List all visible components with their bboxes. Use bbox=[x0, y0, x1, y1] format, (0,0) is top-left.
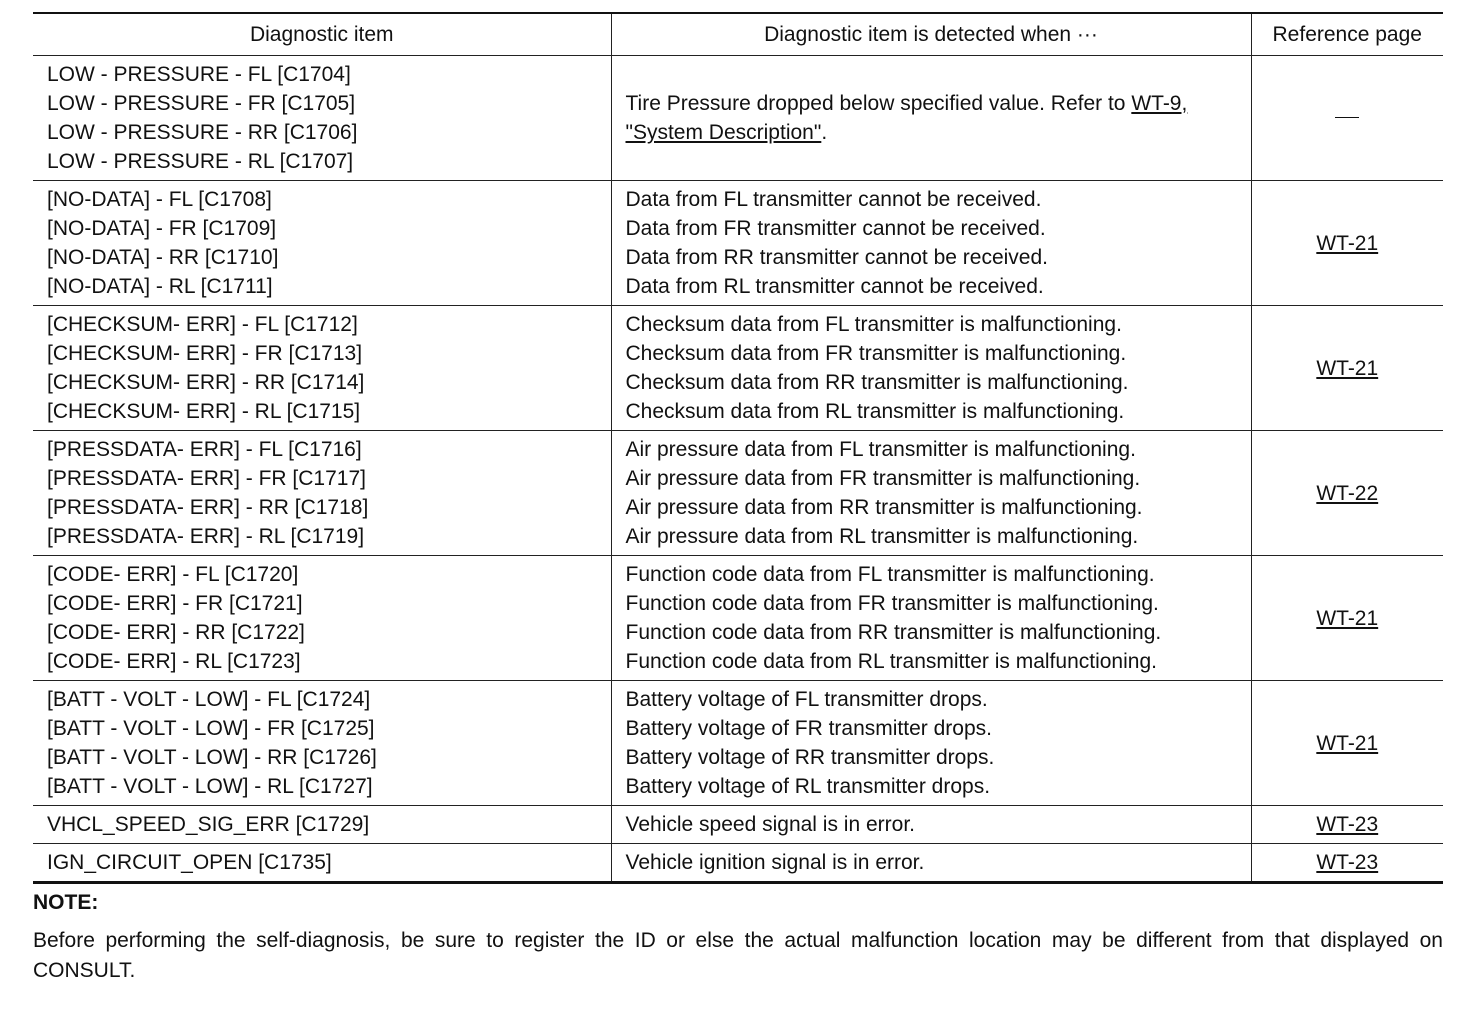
diagnostic-item-cell bbox=[33, 431, 611, 556]
diagnostic-item: [CODE- ERR] - FR [C1721] bbox=[47, 592, 303, 615]
detection-cell bbox=[611, 556, 1251, 681]
diagnostic-table bbox=[33, 12, 1443, 884]
note-label: NOTE: bbox=[33, 891, 99, 914]
detection-line: Checksum data from FR transmitter is malfunctioning. bbox=[625, 342, 1127, 365]
note-text: Before performing the self-diagnosis, be sure to register the ID or else the actual malfunction location may be different from that displayed on CONSULT. bbox=[33, 929, 1443, 982]
reference-cell bbox=[1251, 806, 1443, 844]
table-row bbox=[33, 556, 1443, 681]
reference-cell bbox=[1251, 306, 1443, 431]
reference-link[interactable]: WT-21 bbox=[1316, 606, 1379, 630]
reference-cell bbox=[1251, 56, 1443, 181]
diagnostic-item: [CODE- ERR] - RL [C1723] bbox=[47, 650, 301, 673]
diagnostic-item-cell bbox=[33, 806, 611, 844]
table-row bbox=[33, 844, 1443, 883]
detection-line: Checksum data from RL transmitter is malfunctioning. bbox=[625, 400, 1125, 423]
reference-cell bbox=[1251, 844, 1443, 883]
diagnostic-item: [CHECKSUM- ERR] - FL [C1712] bbox=[47, 313, 358, 336]
detection-line: Function code data from RR transmitter is malfunctioning. bbox=[625, 621, 1162, 644]
diagnostic-item: LOW - PRESSURE - RL [C1707] bbox=[47, 150, 354, 173]
note-block bbox=[33, 888, 1443, 986]
detection-cell bbox=[611, 681, 1251, 806]
detection-line: Air pressure data from RR transmitter is malfunctioning. bbox=[625, 496, 1143, 519]
detection-cell bbox=[611, 56, 1251, 181]
detection-line: Battery voltage of FL transmitter drops. bbox=[625, 688, 988, 711]
diagnostic-item: [PRESSDATA- ERR] - RR [C1718] bbox=[47, 496, 369, 519]
detection-cell bbox=[611, 431, 1251, 556]
detection-line: Air pressure data from RL transmitter is malfunctioning. bbox=[625, 525, 1139, 548]
reference-link[interactable]: WT-21 bbox=[1316, 731, 1379, 755]
detection-line: Function code data from RL transmitter is malfunctioning. bbox=[625, 650, 1157, 673]
detection-line: Checksum data from RR transmitter is malfunctioning. bbox=[625, 371, 1129, 394]
diagnostic-item: [BATT - VOLT - LOW] - RL [C1727] bbox=[47, 775, 373, 798]
detection-line: Air pressure data from FR transmitter is malfunctioning. bbox=[625, 467, 1141, 490]
reference-link[interactable]: WT-23 bbox=[1316, 851, 1379, 874]
diagnostic-item: [CHECKSUM- ERR] - RL [C1715] bbox=[47, 400, 361, 423]
diagnostic-item: [NO-DATA] - FR [C1709] bbox=[47, 217, 277, 240]
diagnostic-item: LOW - PRESSURE - FL [C1704] bbox=[47, 63, 351, 86]
detection-cell bbox=[611, 844, 1251, 883]
reference-link[interactable]: WT-21 bbox=[1316, 231, 1379, 255]
diagnostic-item: [CODE- ERR] - FL [C1720] bbox=[47, 563, 299, 586]
detection-line: Data from FR transmitter cannot be received. bbox=[625, 217, 1046, 240]
diagnostic-item-cell bbox=[33, 681, 611, 806]
detection-line: Vehicle ignition signal is in error. bbox=[625, 851, 925, 874]
detection-line: Data from RL transmitter cannot be received. bbox=[625, 275, 1044, 298]
diagnostic-item: [PRESSDATA- ERR] - RL [C1719] bbox=[47, 525, 365, 548]
detection-line: Battery voltage of RR transmitter drops. bbox=[625, 746, 995, 769]
diagnostic-item: [NO-DATA] - RL [C1711] bbox=[47, 275, 273, 298]
table-header-row bbox=[33, 13, 1443, 56]
diagnostic-item: [CHECKSUM- ERR] - RR [C1714] bbox=[47, 371, 365, 394]
diagnostic-item: [BATT - VOLT - LOW] - FL [C1724] bbox=[47, 688, 371, 711]
diagnostic-item: LOW - PRESSURE - FR [C1705] bbox=[47, 92, 356, 115]
system-description-link[interactable]: WT-9, "System Description" bbox=[625, 92, 1188, 144]
diagnostic-item-cell bbox=[33, 844, 611, 883]
detection-line: Function code data from FL transmitter is malfunctioning. bbox=[625, 563, 1155, 586]
diagnostic-item-cell bbox=[33, 56, 611, 181]
diagnostic-item: [NO-DATA] - FL [C1708] bbox=[47, 188, 272, 211]
diagnostic-item-cell bbox=[33, 181, 611, 306]
detection-line: Battery voltage of RL transmitter drops. bbox=[625, 775, 991, 798]
detection-line: Data from RR transmitter cannot be received. bbox=[625, 246, 1049, 269]
table-row bbox=[33, 306, 1443, 431]
detection-text-end: . bbox=[821, 121, 828, 144]
reference-link[interactable]: WT-22 bbox=[1316, 481, 1379, 505]
detection-cell bbox=[611, 306, 1251, 431]
reference-link[interactable]: WT-21 bbox=[1316, 356, 1379, 380]
diagnostic-item-cell bbox=[33, 306, 611, 431]
reference-cell bbox=[1251, 431, 1443, 556]
diagnostic-item: VHCL_SPEED_SIG_ERR [C1729] bbox=[47, 813, 370, 836]
detection-text: Tire Pressure dropped below specified value. Refer to bbox=[625, 92, 1126, 115]
table-row bbox=[33, 431, 1443, 556]
table-row bbox=[33, 681, 1443, 806]
header-detected-when: Diagnostic item is detected when ··· bbox=[611, 13, 1251, 56]
diagnostic-item: LOW - PRESSURE - RR [C1706] bbox=[47, 121, 358, 144]
table-row bbox=[33, 181, 1443, 306]
header-reference-page: Reference page bbox=[1251, 13, 1443, 56]
table-row bbox=[33, 806, 1443, 844]
diagnostic-item-cell bbox=[33, 556, 611, 681]
detection-description bbox=[626, 89, 1237, 147]
diagnostic-item: [BATT - VOLT - LOW] - RR [C1726] bbox=[47, 746, 377, 769]
detection-line: Checksum data from FL transmitter is malfunctioning. bbox=[625, 313, 1122, 336]
reference-cell bbox=[1251, 681, 1443, 806]
document-page bbox=[33, 12, 1443, 986]
reference-dash bbox=[1335, 117, 1359, 118]
detection-cell bbox=[611, 181, 1251, 306]
reference-link[interactable]: WT-23 bbox=[1316, 813, 1379, 836]
detection-line: Battery voltage of FR transmitter drops. bbox=[625, 717, 992, 740]
detection-line: Data from FL transmitter cannot be received. bbox=[625, 188, 1042, 211]
diagnostic-item: [CODE- ERR] - RR [C1722] bbox=[47, 621, 305, 644]
diagnostic-item: IGN_CIRCUIT_OPEN [C1735] bbox=[47, 851, 332, 874]
header-diagnostic-item: Diagnostic item bbox=[33, 13, 611, 56]
detection-line: Air pressure data from FL transmitter is malfunctioning. bbox=[625, 438, 1136, 461]
diagnostic-item: [CHECKSUM- ERR] - FR [C1713] bbox=[47, 342, 363, 365]
detection-line: Vehicle speed signal is in error. bbox=[625, 813, 915, 836]
diagnostic-item: [PRESSDATA- ERR] - FL [C1716] bbox=[47, 438, 362, 461]
detection-line: Function code data from FR transmitter is malfunctioning. bbox=[625, 592, 1159, 615]
diagnostic-item: [PRESSDATA- ERR] - FR [C1717] bbox=[47, 467, 366, 490]
detection-cell bbox=[611, 806, 1251, 844]
table-row bbox=[33, 56, 1443, 181]
diagnostic-item: [NO-DATA] - RR [C1710] bbox=[47, 246, 279, 269]
reference-cell bbox=[1251, 556, 1443, 681]
diagnostic-item: [BATT - VOLT - LOW] - FR [C1725] bbox=[47, 717, 375, 740]
reference-cell bbox=[1251, 181, 1443, 306]
